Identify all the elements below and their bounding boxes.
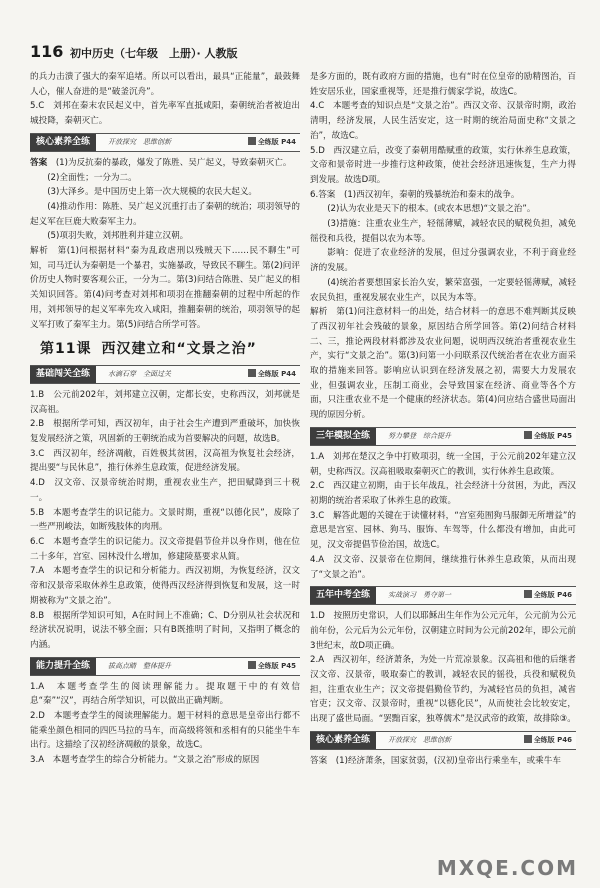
- section-bar-mock: [310, 427, 576, 446]
- section-subtitle: 开放探究 思维创新: [388, 735, 451, 744]
- list-item: 4.D 汉文帝、汉景帝统治时期，重视农业生产，把田赋降到三十税一。: [30, 478, 300, 503]
- list-item: 8.B 根据所学知识可知，A在时间上不准确；C、D分别从社会状况和经济状况说明，说法不够全面；只有B既推明了时间，又指明了概念的内涵。: [30, 610, 300, 650]
- section-bar-basic: [30, 365, 300, 384]
- list-item: 3.C 西汉初年，经济凋敝，百姓极其贫困，汉高祖为恢复社会经济，提出要“与民休息”，推行休养生息政策，促进经济发展。: [30, 448, 300, 474]
- list-item: 是多方面的，既有政府方面的措施，也有“时在位皇帝的励精图治，百姓安居乐业，国家重视等，还是推行儒家学说，故选C。: [310, 72, 576, 97]
- analysis: 解析 第(1)问根据材料“秦为乱政虐刑以残贼天下……民不聊生”可知，司马迁认为秦朝是一个暴君，实施暴政，导致民不聊生。第(2)问评价历史人物时要客观公正，一分为二。第(3)问结合陈胜、吴广起义的相关知识回答。第(4)问考查对刘邦和项羽在推翻秦朝的过程中所起的作用，刘邦领导的起义军率先攻入咸阳，推翻秦朝的统治，项羽领导的起义军打败了秦军主力。第(5)问结合所学可答。: [30, 246, 300, 330]
- book-icon: [524, 431, 532, 439]
- watermark-logo: MXQE.COM: [436, 856, 578, 880]
- section-tag: 能力提升全练: [30, 658, 96, 675]
- list-item: 2.D 本题考查学生的阅读理解能力。题干材料的意思是皇帝出行都不能乘坐颜色相同的四匹马拉的马车，而高级将领和丞相有的只能坐牛车出行。这描绘了汉初经济凋敝的景象，故选C。: [30, 711, 300, 751]
- book-icon: [524, 735, 532, 743]
- list-item: 影响：促进了农业经济的发展，但过分强调农业，不利于商业经济的发展。: [310, 248, 576, 274]
- list-item: 1.B 公元前202年，刘邦建立汉朝，定都长安，史称西汉，刘邦就是汉高祖。: [30, 389, 300, 415]
- list-item: 4.C 本题考查的知识点是“文景之治”。西汉文帝、汉景帝时期，政治清明，经济发展，人民生活安定，这一时期的统治局面史称“文景之治”，故选C。: [310, 101, 576, 141]
- page-ref: 全练版 P44: [248, 134, 296, 151]
- section-subtitle: 开放探究 思维创新: [108, 137, 171, 146]
- page-header: [30, 42, 570, 62]
- answer-line: (5)项羽失败，刘邦胜利并建立汉朝。: [47, 231, 189, 242]
- section-subtitle: 拔高点睛 整体提升: [108, 661, 171, 670]
- book-icon: [248, 369, 256, 377]
- list-item: 7.A 本题考查学生的识记和分析能力。西汉初期，为恢复经济，汉文帝和汉景帝采取休养生息政策，使得西汉经济得到恢复和发展，这一时期被称为“文景之治”。: [30, 566, 300, 606]
- list-item: 答案 (1)经济萧条，国家贫弱，(汉初)皇帝出行乘坐车，或乘牛车: [310, 755, 561, 766]
- section-subtitle: 努力攀登 综合提升: [388, 431, 451, 440]
- page-ref: 全练版 P45: [524, 428, 572, 445]
- list-item: 1.A 本题考查学生的阅读理解能力。提取题干中的有效信息“秦”“汉”，再结合所学知识，可以做出正确判断。: [30, 681, 300, 707]
- list-item: 2.C 西汉建立初期，由于长年战乱，社会经济十分贫困，为此，西汉初期的统治者采取了休养生息的政策。: [310, 481, 576, 506]
- left-column: [30, 70, 300, 768]
- analysis: 解析 第(1)问注意材料一的出处，结合材料一的意思不难判断其反映了西汉初年社会残破的景象，原因结合所学回答。第(2)问结合材料二、三，推论两段材料都涉及农业问题，说明西汉统治者重视农业生产，实行“文景之治”。第(3)问第一小问联系汉代统治者在农业方面采取的措施来回答。影响应认识到在经济发展之初，需要大力发展农业，但强调农业，压制工商业，会导致国家在经济、商业等各个方面，只注重农业不是一个健康的经济状态。第(4)问应结合盛世局面出现的原因分析。: [310, 307, 576, 421]
- lesson-title: 第11课 西汉建立和“文景之治”: [40, 341, 257, 358]
- answer-line: (3)大泽乡。是中国历史上第一次大规模的农民大起义。: [47, 187, 258, 198]
- section-tag: 基础闯关全练: [30, 366, 96, 383]
- page-ref: 全练版 P46: [524, 732, 572, 749]
- page-ref: 全练版 P46: [524, 587, 572, 604]
- list-item: (3)措施：注重农业生产，轻徭薄赋，减轻农民的赋税负担，减免徭役和兵役，提倡以农为本等。: [310, 219, 576, 244]
- list-item: 5.D 西汉建立后，改变了秦朝用酷赋重的政策，实行休养生息政策，文帝和景帝时进一步推行这种政策，使社会经济迅速恢复，生产力得到发展。故选D项。: [310, 145, 576, 185]
- intro-line: 的兵力击溃了强大的秦军追堵。所以可以看出，最具“正能量”，最鼓舞人心，催人奋进的是“破釜沉舟”。: [30, 72, 300, 97]
- list-item: 1.A 刘邦在楚汉之争中打败项羽，统一全国，于公元前202年建立汉朝，史称西汉。汉高祖吸取秦朝灭亡的教训，实行休养生息政策。: [310, 451, 576, 477]
- list-item: 2.A 西汉初年，经济萧条，为处一片荒凉景象。汉高祖和他的后继者汉文帝、汉景帝，吸取秦亡的教训，减轻农民的徭役，兵役和赋税负担，注重农业生产；汉文帝提倡勤俭节约，为减轻官员的负担，减省官吏；汉文帝、汉景帝时，重视“以德化民”，从而使社会比较安定，出现了盛世局面。“罢黜百家，独尊儒术”是汉武帝的政策，故排除③。: [310, 655, 576, 725]
- section-bar-ability: [30, 657, 300, 676]
- right-column: [310, 70, 576, 769]
- page-number: 116: [30, 42, 64, 61]
- section-tag: 五年中考全练: [310, 587, 376, 604]
- list-item: 6.C 本题考查学生的识记能力。汉文帝提倡节俭并以身作则，他在位二十多年，宫室、园林没什么增加，修建陵墓要求从简。: [30, 536, 300, 562]
- list-item: 3.C 解答此题的关键在于读懂材料，“宫室苑囿狗马服御无所增益”的意思是宫室、园林、狗马、服饰、车驾等，什么都没有增加，由此可见，汉文帝提倡节俭治国，故选C。: [310, 510, 576, 551]
- list-item: 4.A 汉文帝、汉景帝在位期间，继续推行休养生息政策，从而出现了“文景之治”。: [310, 554, 576, 580]
- book-icon: [248, 137, 256, 145]
- section-bar-core-2: [310, 731, 576, 750]
- section-tag: 三年模拟全练: [310, 428, 376, 445]
- list-item: 3.A 本题考查学生的综合分析能力。“文景之治”形成的原因: [30, 755, 260, 766]
- section-tag: 核心素养全练: [30, 134, 96, 151]
- list-item: 6.答案 (1)西汉初年，秦朝的残暴统治和秦末的战争。: [310, 189, 520, 200]
- answer-line: (2)全面性；一分为二。: [47, 172, 137, 183]
- list-item: 5.B 本题考查学生的识记能力。文景时期，重视“以德化民”，废除了一些严刑峻法，如断残肢体的肉刑。: [30, 507, 300, 533]
- list-item: 2.B 根据所学可知，西汉初年，由于社会生产遭到严重破坏，加快恢复发展经济之策，巩固新的王朝统治成为首要解决的问题，故选B。: [30, 419, 300, 445]
- page-ref: 全练版 P45: [248, 658, 296, 675]
- section-subtitle: 水滴石穿 全面过关: [108, 369, 171, 378]
- list-item: (2)认为农业是天下的根本。(或农本思想)“文景之治”。: [327, 204, 536, 215]
- page-ref: 全练版 P44: [248, 366, 296, 383]
- section-bar-core: [30, 133, 300, 152]
- book-icon: [524, 590, 532, 598]
- answer-line: 答案 (1)为反抗秦的暴政，爆发了陈胜、吴广起义，导致秦朝灭亡。: [30, 157, 292, 168]
- section-tag: 核心素养全练: [310, 732, 376, 749]
- list-item: 1.D 按照历史常识，人们以耶稣出生年作为公元元年，公元前为公元前年份，公元后为公元年份，汉朝建立时间为公元前202年，即公元前3世纪末，故D项正确。: [310, 611, 576, 651]
- book-title: 初中历史（七年级 上册）· 人教版: [70, 47, 238, 60]
- list-item: (4)统治者要想国家长治久安，繁荣富强，一定要轻徭薄赋，减轻农民负担，重视发展农业生产，以民为本等。: [310, 277, 576, 303]
- section-subtitle: 实战演习 勇夺第一: [388, 591, 451, 600]
- book-icon: [248, 661, 256, 669]
- answer-5: 5.C 刘邦在秦末农民起义中，首先率军直抵咸阳，秦朝统治者被迫出城投降，秦朝灭亡。: [30, 101, 300, 127]
- section-bar-exam: [310, 586, 576, 605]
- answer-line: (4)推动作用：陈胜、吴广起义沉重打击了秦朝的统治；项羽领导的起义军在巨鹿大败秦军主力。: [30, 201, 300, 227]
